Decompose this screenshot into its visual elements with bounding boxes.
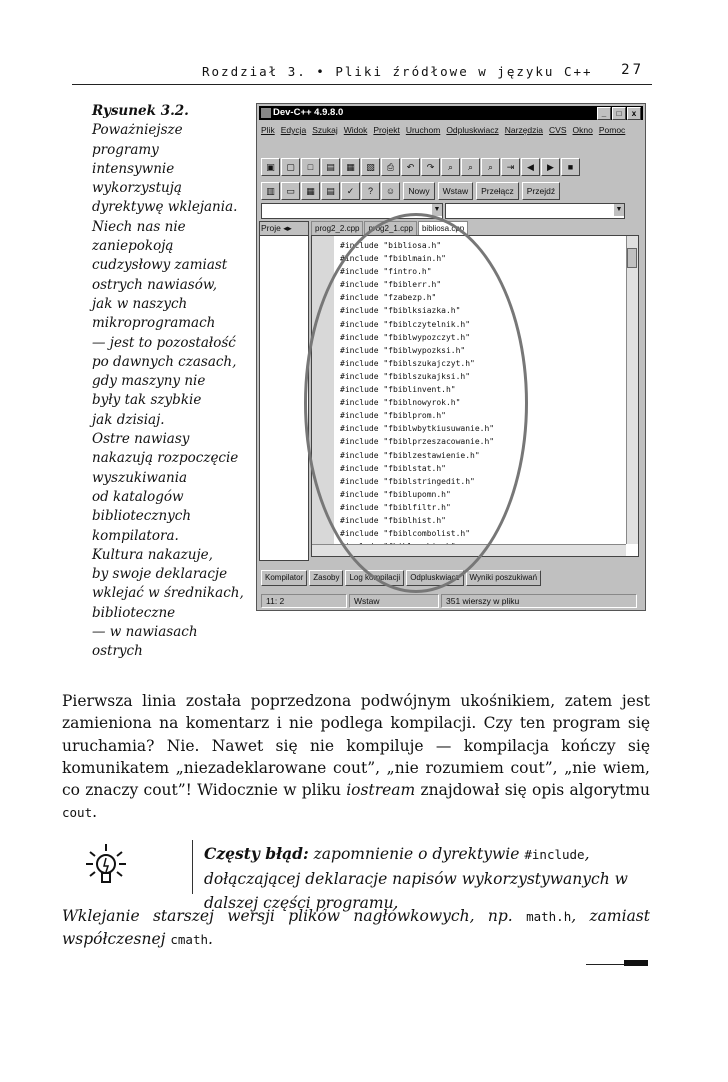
caption-line: bibliotecznych [92,508,192,525]
save-icon[interactable]: ▦ [341,158,360,176]
menu-okno[interactable]: Okno [572,125,593,135]
caption-line: po dawnych czasach, [92,353,237,370]
caption-line: jak w naszych [92,295,188,312]
caption-line: zaniepokoją [92,238,174,255]
list-icon[interactable]: ▤ [321,182,340,200]
code-line: #include "fzabezp.h" [340,293,437,303]
tip-box [62,840,650,912]
goto-line-icon[interactable]: ⇥ [501,158,520,176]
tip-divider [192,840,193,894]
editor-tabs [311,221,641,235]
caption-line: biblioteczne [92,604,176,621]
app-icon [261,108,271,118]
help-icon[interactable]: ? [361,182,380,200]
caption-text [92,121,252,661]
caption-line: Poważniejsze [92,122,183,139]
toolbar-main [261,156,581,178]
maximize-button[interactable]: □ [612,107,626,120]
scroll-thumb[interactable] [627,248,637,268]
page-number: 27 [621,62,644,78]
find-icon[interactable]: ⌕ [441,158,460,176]
menu-szukaj[interactable]: Szukaj [312,125,338,135]
final-text-c: . [208,930,213,948]
goto-button[interactable]: Przejdź [522,182,560,200]
caption-line: były tak szybkie [92,392,202,409]
code-line: #include "fbiblszukajczyt.h" [340,358,475,368]
toolbar-secondary [261,180,563,202]
caption-line: Ostre nawiasy [92,431,190,448]
figure-caption [92,102,252,662]
status-bar [261,594,641,607]
body-italic: iostream [346,781,416,800]
lightbulb-icon [84,842,128,894]
caption-line: gdy maszyny nie [92,373,206,390]
caption-line: dyrektywę wklejania. [92,199,238,216]
caption-line: cudzysłowy zamiast [92,257,228,274]
caption-line: wyszukiwania [92,469,188,486]
status-lines: 351 wierszy w pliku [441,594,637,608]
menu-plik[interactable]: Plik [261,125,275,135]
caption-line: wklejać w średnikach, [92,585,244,602]
tip-label: Częsty błąd: [204,844,309,863]
code-line: #include "fbiblwypozczyt.h" [340,332,471,342]
menu-uruchom[interactable]: Uruchom [405,125,441,135]
body-text-end: znajdował się opis algorytmu [415,781,650,800]
tab-log[interactable]: Log kompilacji [345,570,404,586]
window-title: Dev-C++ 4.9.8.0 [273,107,344,118]
code-line: #include "fbiblwypozksi.h" [340,345,466,355]
vertical-scrollbar[interactable] [626,236,638,544]
print-icon[interactable]: ⎙ [381,158,400,176]
window-controls [596,107,641,120]
caption-line: by swoje deklaracje [92,566,228,583]
menu-pomoc[interactable]: Pomoc [598,125,626,135]
code-line: #include "fbiblinvent.h" [340,385,456,395]
menu-widok[interactable]: Widok [343,125,368,135]
save-all-icon[interactable]: ▧ [361,158,380,176]
project-panel-header: Proje ◂▸ [260,222,308,236]
tab-zasoby[interactable]: Zasoby [309,570,343,586]
back-icon[interactable]: ◀ [521,158,540,176]
menu-cvs[interactable]: CVS [549,125,567,135]
tab-prog2-1[interactable]: prog2_1.cpp [364,221,416,235]
check-icon[interactable]: ✓ [341,182,360,200]
code-line: #include "bibliosa.h" [340,241,442,250]
code-line: #include "fbiblszukajksi.h" [340,371,471,381]
replace-icon[interactable]: ⌕ [461,158,480,176]
code-line: #include "fbiblmain.h" [340,254,446,264]
caption-title: Rysunek 3.2. [92,103,189,119]
open-file-icon[interactable]: ▤ [321,158,340,176]
code-line: #include "fbiblksiazka.h" [340,306,461,316]
menu-bar [261,124,631,136]
chapter-title: Rozdział 3. • Pliki źródłowe w języku C++ [202,64,593,79]
tab-wyniki[interactable]: Wyniki poszukiwań [466,570,542,586]
about-icon[interactable]: ☺ [381,182,400,200]
final-text-b: , zamiast współczesnej [62,907,650,948]
code-line: #include "fbiblzestawienie.h" [340,450,480,460]
caption-line: jak dzisiaj. [92,411,165,428]
caption-line: ostrych nawiasów, [92,276,218,293]
toggle-button[interactable]: Przełącz [476,182,519,200]
code-line: #include "fbiblfiltr.h" [340,502,451,512]
final-code-b: cmath [170,932,209,947]
tip-text-a: zapomnienie o dyrektywie [308,845,525,863]
code-line: #include "fbiblerr.h" [340,280,442,290]
final-text-a: Wklejanie starszej wersji plików nagłówkowych, np. [62,907,527,925]
redo-icon[interactable]: ↷ [421,158,440,176]
new-button[interactable]: Nowy [403,182,434,200]
end-mark [586,958,648,966]
menu-projekt[interactable]: Projekt [373,125,400,135]
minimize-button[interactable]: _ [597,107,611,120]
caption-line: programy [92,141,159,158]
final-code-a: math.h [526,909,572,924]
code-line: #include "fbiblprzeszacowanie.h" [340,437,495,447]
status-position: 11: 2 [261,594,347,608]
project-panel [259,221,309,561]
caption-line: kompilatora. [92,527,179,544]
forward-icon[interactable]: ▶ [541,158,560,176]
code-line: #include "fbiblnowyrok.h" [340,398,461,408]
caption-line: od katalogów [92,488,184,505]
project-label[interactable]: Proje [261,223,281,233]
header-rule [72,84,652,85]
code-line: #include "fbiblwbytkiusuwanie.h" [340,424,495,434]
tab-prog2-2[interactable]: prog2_2.cpp [311,221,363,235]
caption-line: Kultura nakazuje, [92,546,213,563]
body-text: Pierwsza linia została poprzedzona podwójnym ukośnikiem, zatem jest zamieniona na komentarz i nie podlega kompilacji. Czy ten program się uruchamia? Nie. Nawet się nie kompiluje — kompilacja kończy się komunikatem „niezadeklarowane cout”, „nie rozumiem cout”, „nie wiem, co znaczy cout”! Widocznie w pliku [62,692,650,800]
code-line: #include "fintro.h" [340,267,432,277]
title-bar [259,106,643,120]
status-mode: Wstaw [349,594,439,608]
menu-narzedzia[interactable]: Narzędzia [504,125,544,135]
caption-line: ostrych [92,643,143,660]
caption-line: wykorzystują [92,180,182,197]
member-combo[interactable] [445,203,625,219]
class-browser-icon[interactable]: ▥ [261,182,280,200]
menu-edycja[interactable]: Edycja [280,125,307,135]
tip-text-b: , dołączającej deklaracje napisów wykorzystywanych w dalszej części programu. [204,845,628,912]
code-line: #include "fbiblstat.h" [340,463,446,473]
highlight-ellipse [304,213,528,593]
new-file-icon[interactable]: □ [301,158,320,176]
running-header [72,64,652,86]
caption-line: intensywnie [92,160,175,177]
code-line: #include "fbiblcombolist.h" [340,529,471,539]
close-button[interactable]: x [627,107,641,120]
inline-code: cout [62,805,93,821]
caption-line: — w nawiasach [92,624,198,641]
open-project-icon[interactable]: ▣ [261,158,280,176]
menu-odpluskwiacz[interactable]: Odpluskwiacz [446,125,499,135]
code-line: #include "fbiblprom.h" [340,411,446,421]
undo-icon[interactable]: ↶ [401,158,420,176]
caption-line: Niech nas nie [92,218,186,235]
insert-button[interactable]: Wstaw [438,182,474,200]
grid-icon[interactable]: ▦ [301,182,320,200]
caption-line: — jest to pozostałość [92,334,236,351]
code-line: #include "fbiblupomn.h" [340,489,451,499]
caption-line: nakazują rozpoczęcie [92,450,239,467]
tab-odpluskwiacz[interactable]: Odpluskwiacz [406,570,463,586]
find-next-icon[interactable]: ⌕ [481,158,500,176]
body-paragraph [62,690,650,825]
stop-icon[interactable]: ■ [561,158,580,176]
chevron-down-icon[interactable]: ▼ [614,204,624,216]
close-project-icon[interactable]: ▢ [281,158,300,176]
chevron-down-icon[interactable]: ▼ [432,204,442,216]
code-line: #include "fbiblstringedit.h" [340,476,475,486]
tab-kompilator[interactable]: Kompilator [261,570,307,586]
window-icon[interactable]: ▭ [281,182,300,200]
tip-code: #include [524,847,585,862]
final-paragraph [62,905,650,951]
code-line: #include "fbiblhist.h" [340,515,446,525]
code-line: #include "fbiblczytelnik.h" [340,319,471,329]
caption-line: mikroprogramach [92,315,216,332]
body-period: . [92,803,98,822]
tab-bibliosa[interactable]: bibliosa.cpp [418,221,468,235]
